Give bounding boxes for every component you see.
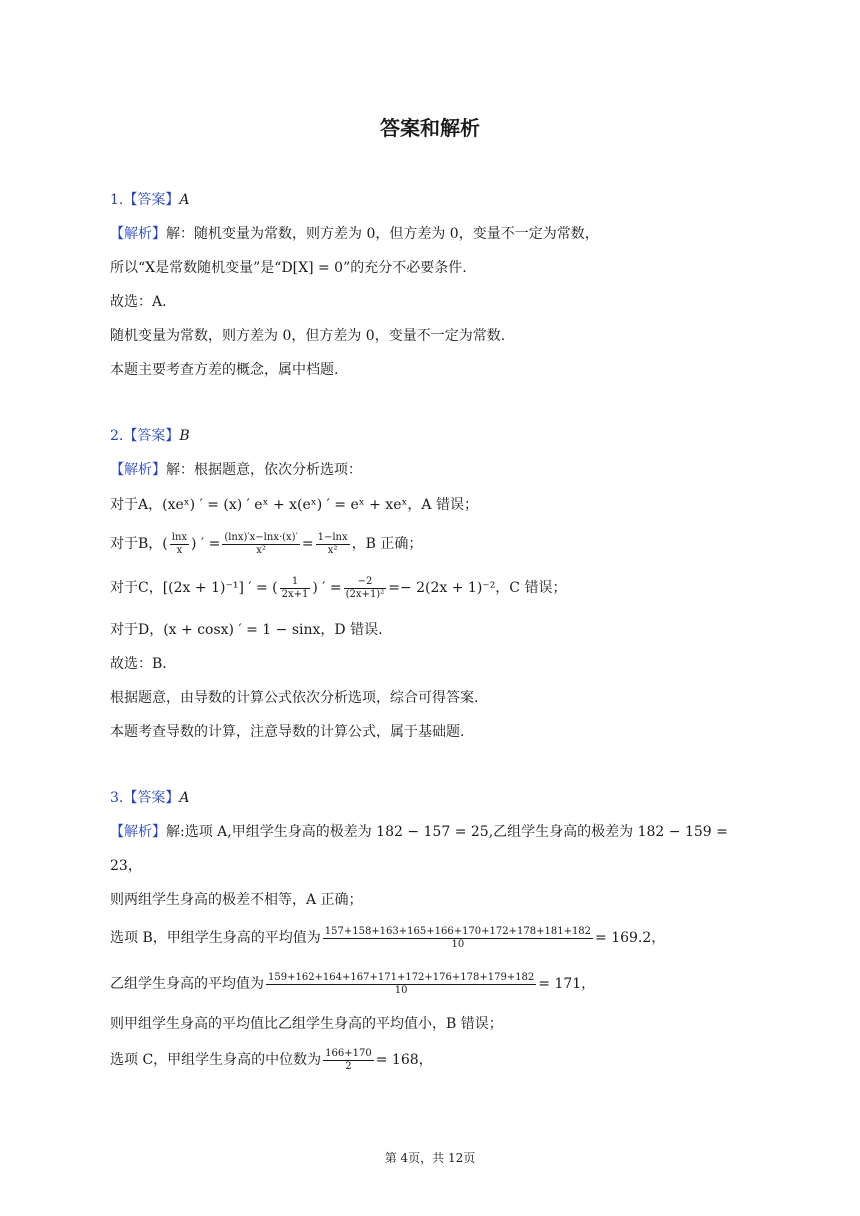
- q3-b-suffix: = 169.2，: [595, 930, 666, 946]
- q3-analysis-tag: 【解析】: [110, 824, 166, 840]
- q3-answer-heading: [110, 788, 189, 808]
- q3-b2-prefix: 乙组学生身高的平均值为: [110, 976, 264, 992]
- q3-c-fraction-denominator: 2: [345, 1060, 352, 1072]
- q3-option-a-conclusion: 则两组学生身高的极差不相等，A 正确；: [110, 892, 363, 908]
- q3-b-fraction: [323, 926, 593, 951]
- q2-b-fraction-2-denominator: x²: [256, 544, 266, 556]
- q3-analysis-line-1: [110, 822, 728, 842]
- q2-b-fraction-3-numerator: 1−lnx: [317, 531, 348, 543]
- q2-answer-heading: [110, 426, 190, 446]
- q2-c-fraction-1-numerator: 1: [280, 576, 311, 589]
- q2-b-fraction-1-numerator: lnx: [171, 531, 188, 543]
- q2-answer-tag: 【答案】: [123, 428, 180, 444]
- q2-c-prefix: 对于C，[(2x + 1)⁻¹] ′ = (: [110, 580, 278, 596]
- q3-b2-fraction-numerator: 159+162+164+167+171+172+176+178+179+182: [268, 971, 535, 983]
- q3-c-prefix: 选项 C，甲组学生身高的中位数为: [110, 1052, 322, 1068]
- q2-b-prefix: 对于B，(: [110, 536, 168, 552]
- q1-number: 1.: [110, 192, 124, 208]
- q2-answer-value: B: [179, 428, 190, 444]
- q1-answer-heading: [110, 190, 189, 210]
- q2-b-mid: ) ′ =: [191, 536, 221, 552]
- q2-b-fraction-2-numerator: (lnx)′x−lnx·(x)′: [224, 531, 298, 543]
- q2-analysis-tag: 【解析】: [110, 462, 166, 478]
- q2-c-fraction-2: [344, 576, 387, 601]
- q2-c-fraction-1-denominator: 2x+1: [281, 588, 309, 600]
- q2-number: 2.: [110, 428, 124, 444]
- q3-c-suffix: = 168，: [375, 1052, 433, 1068]
- q2-b-suffix: ，B 正确；: [351, 536, 423, 552]
- q1-answer-value: A: [179, 192, 190, 208]
- q2-c-mid: ) ′ =: [312, 580, 342, 596]
- q2-b-fraction-1-denominator: x: [176, 544, 183, 556]
- q2-c-suffix: =− 2(2x + 1)⁻²，C 错误；: [388, 580, 567, 596]
- q2-option-d-line: 对于D，(x + cosx) ′ = 1 − sinx，D 错误.: [110, 622, 383, 638]
- q2-option-b-line: [110, 530, 422, 558]
- q3-answer-value: A: [179, 790, 190, 806]
- q2-choice-line: 故选：B.: [110, 656, 167, 672]
- q3-analysis-text-1: 解:选项 A,甲组学生身高的极差为 182 − 157 = 25,乙组学生身高的极差为 182 − 159 =: [166, 824, 728, 840]
- q2-option-a-line: 对于A，(xeˣ) ′ = (x) ′ eˣ + x(eˣ) ′ = eˣ + xeˣ，A 错误；: [110, 497, 478, 513]
- q3-b2-fraction-denominator: 10: [394, 984, 408, 996]
- q2-c-fraction-2-numerator: −2: [344, 576, 387, 589]
- q3-number: 3.: [110, 790, 124, 806]
- q1-answer-tag: 【答案】: [123, 192, 180, 208]
- q2-option-c-line: [110, 574, 566, 602]
- q3-b2-fraction: [266, 972, 536, 997]
- q2-summary-line-2: 本题考查导数的计算，注意导数的计算公式，属于基础题.: [110, 724, 465, 740]
- q2-analysis-text-1: 解：根据题意，依次分析选项：: [166, 462, 362, 478]
- q2-c-fraction-2-denominator: (2x+1)²: [345, 588, 385, 600]
- q2-b-fraction-3: [316, 532, 350, 557]
- q2-c-fraction-1: [280, 576, 311, 601]
- q3-b-prefix: 选项 B，甲组学生身高的平均值为: [110, 930, 321, 946]
- q2-b-equals: =: [301, 536, 314, 552]
- q1-summary-line-2: 本题主要考查方差的概念，属中档题.: [110, 362, 339, 378]
- q2-analysis-line-1: [110, 460, 362, 480]
- q3-answer-tag: 【答案】: [123, 790, 180, 806]
- q3-c-fraction: [323, 1048, 374, 1073]
- q1-analysis-text-1: 解：随机变量为常数，则方差为 0，但方差为 0，变量不一定为常数，: [166, 226, 599, 242]
- q1-analysis-line-2: 所以“X是常数随机变量”是“D[X] = 0”的充分不必要条件.: [110, 260, 467, 276]
- q3-option-b-line-1: [110, 924, 665, 952]
- q1-analysis-line-1: [110, 224, 599, 244]
- q2-b-fraction-1: [170, 532, 189, 557]
- q2-b-fraction-2: [222, 532, 300, 557]
- q3-option-b-conclusion: 则甲组学生身高的平均值比乙组学生身高的平均值小，B 错误；: [110, 1016, 503, 1032]
- q2-b-fraction-3-denominator: x²: [327, 544, 338, 556]
- q3-c-fraction-numerator: 166+170: [325, 1047, 372, 1059]
- q1-choice-line: 故选：A.: [110, 294, 167, 310]
- q3-b2-suffix: = 171，: [538, 976, 596, 992]
- page-title: 答案和解析: [380, 116, 480, 140]
- q3-option-c-line: [110, 1046, 433, 1074]
- q2-summary-line-1: 根据题意，由导数的计算公式依次分析选项，综合可得答案.: [110, 690, 479, 706]
- q3-analysis-line-2: 23，: [110, 858, 142, 874]
- q3-option-b-line-2: [110, 970, 595, 998]
- q3-b-fraction-denominator: 10: [451, 938, 465, 950]
- page-footer: 第 4页，共 12页: [384, 1151, 476, 1165]
- q3-b-fraction-numerator: 157+158+163+165+166+170+172+178+181+182: [324, 925, 592, 937]
- q1-analysis-tag: 【解析】: [110, 226, 166, 242]
- q1-summary-line-1: 随机变量为常数，则方差为 0，但方差为 0，变量不一定为常数.: [110, 328, 506, 344]
